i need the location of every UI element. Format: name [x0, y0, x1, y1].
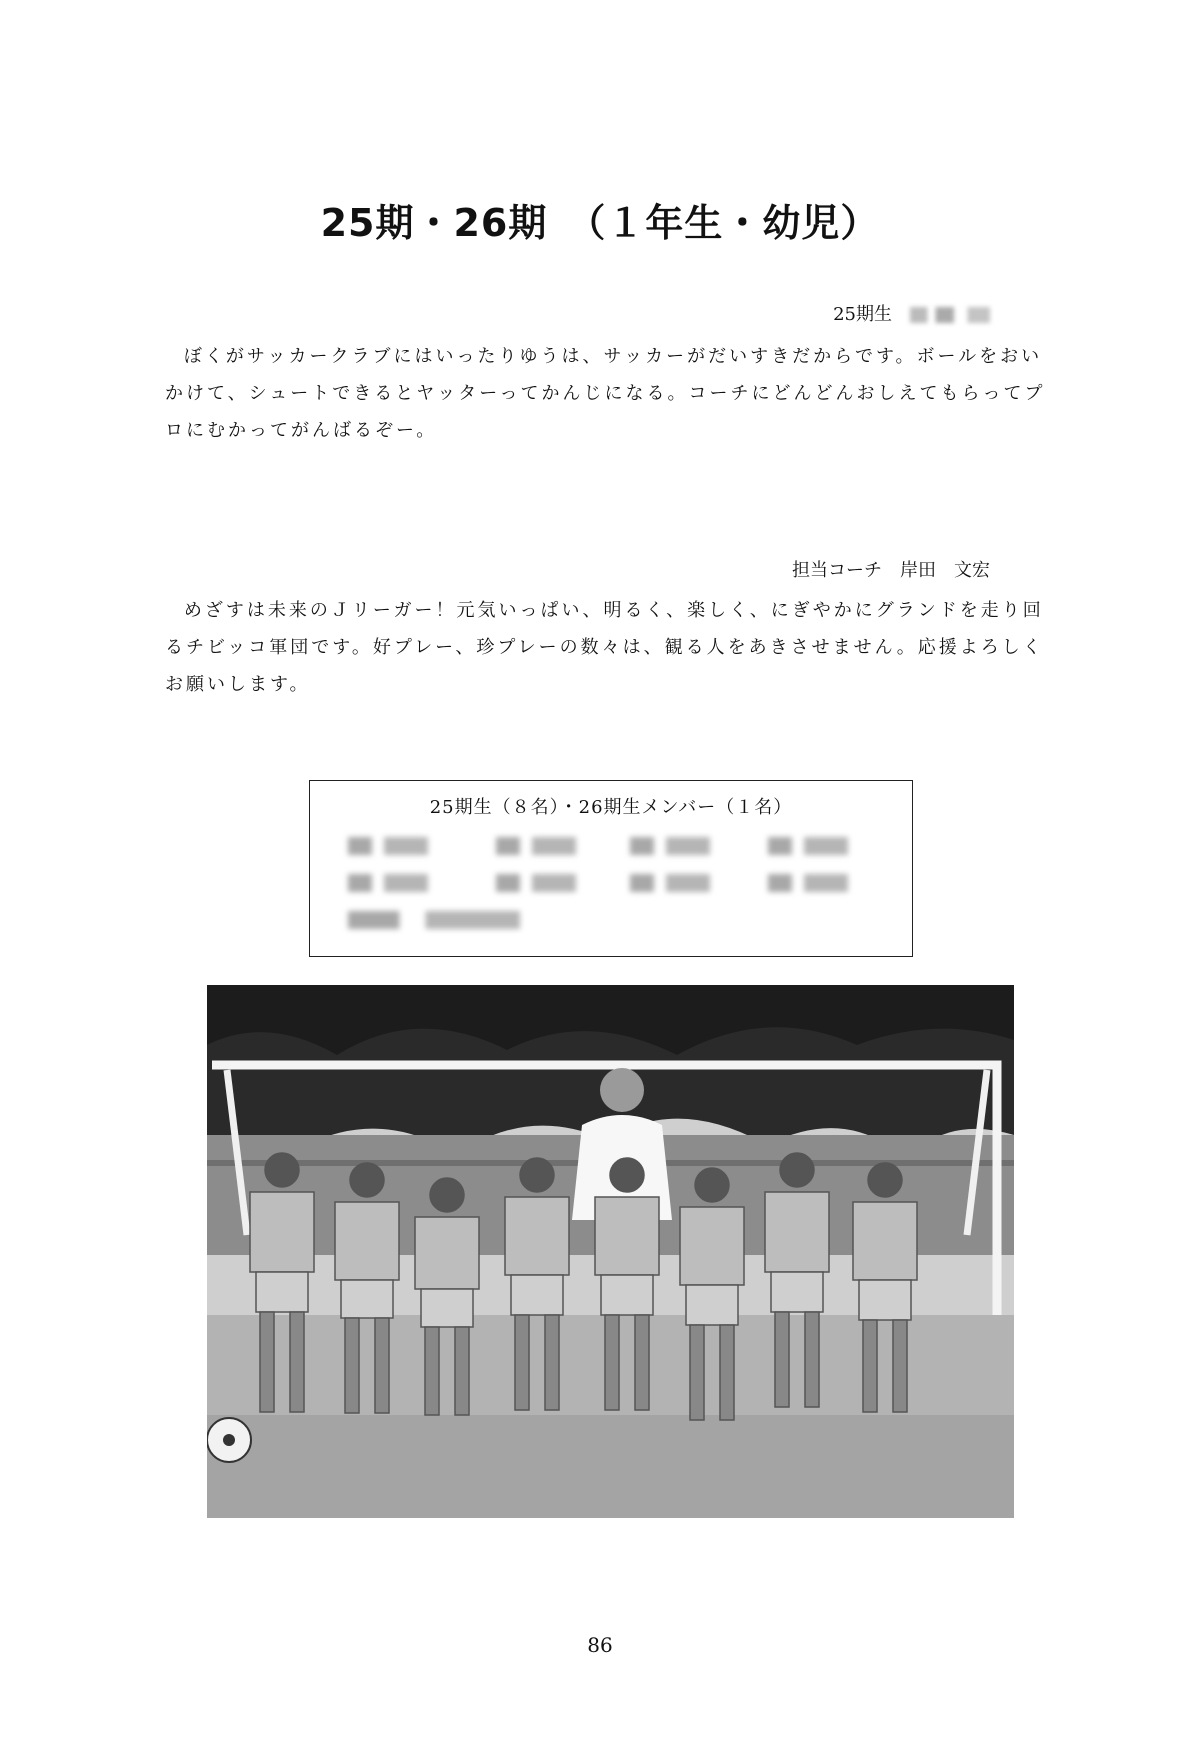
- redacted-member-name: [496, 837, 576, 855]
- redacted-member-row: [348, 911, 888, 931]
- student-author-label: 25期生: [833, 304, 892, 325]
- coach-paragraph: めざすは未来のＪリーガー！元気いっぱい、明るく、楽しく、にぎやかにグランドを走り回るチビッコ軍団です。好プレー、珍プレーの数々は、観る人をあきさせません。応援よろしくお願いします。: [165, 600, 1044, 695]
- coach-author-label: 担当コーチ 岸田 文宏: [792, 560, 990, 581]
- student-byline: [833, 300, 990, 326]
- redacted-member-name: [768, 874, 848, 892]
- team-photo: [207, 985, 1014, 1518]
- redacted-member-row: [348, 874, 888, 894]
- members-box-title: 25期生（８名）・26期生メンバー（１名）: [429, 797, 793, 818]
- members-box: [309, 780, 913, 957]
- redacted-member-name: [348, 911, 520, 929]
- redacted-member-name: [630, 874, 710, 892]
- redacted-member-name: [496, 874, 576, 892]
- redacted-member-name: [768, 837, 848, 855]
- coach-byline: [792, 556, 990, 582]
- team-photo-illustration: [207, 985, 1014, 1518]
- page-title: 25期・26期 （１年生・幼児）: [320, 201, 880, 245]
- redacted-student-name: [910, 307, 990, 323]
- redacted-member-row: [348, 837, 888, 857]
- redacted-member-name: [348, 837, 428, 855]
- redacted-member-name: [348, 874, 428, 892]
- redacted-member-name: [630, 837, 710, 855]
- page-number: 86: [587, 1633, 613, 1657]
- student-paragraph: ぼくがサッカークラブにはいったりゆうは、サッカーがだいすきだからです。ボールをおいかけて、シュートできるとヤッターってかんじになる。コーチにどんどんおしえてもらってプロにむかってがんばるぞー。: [165, 346, 1046, 441]
